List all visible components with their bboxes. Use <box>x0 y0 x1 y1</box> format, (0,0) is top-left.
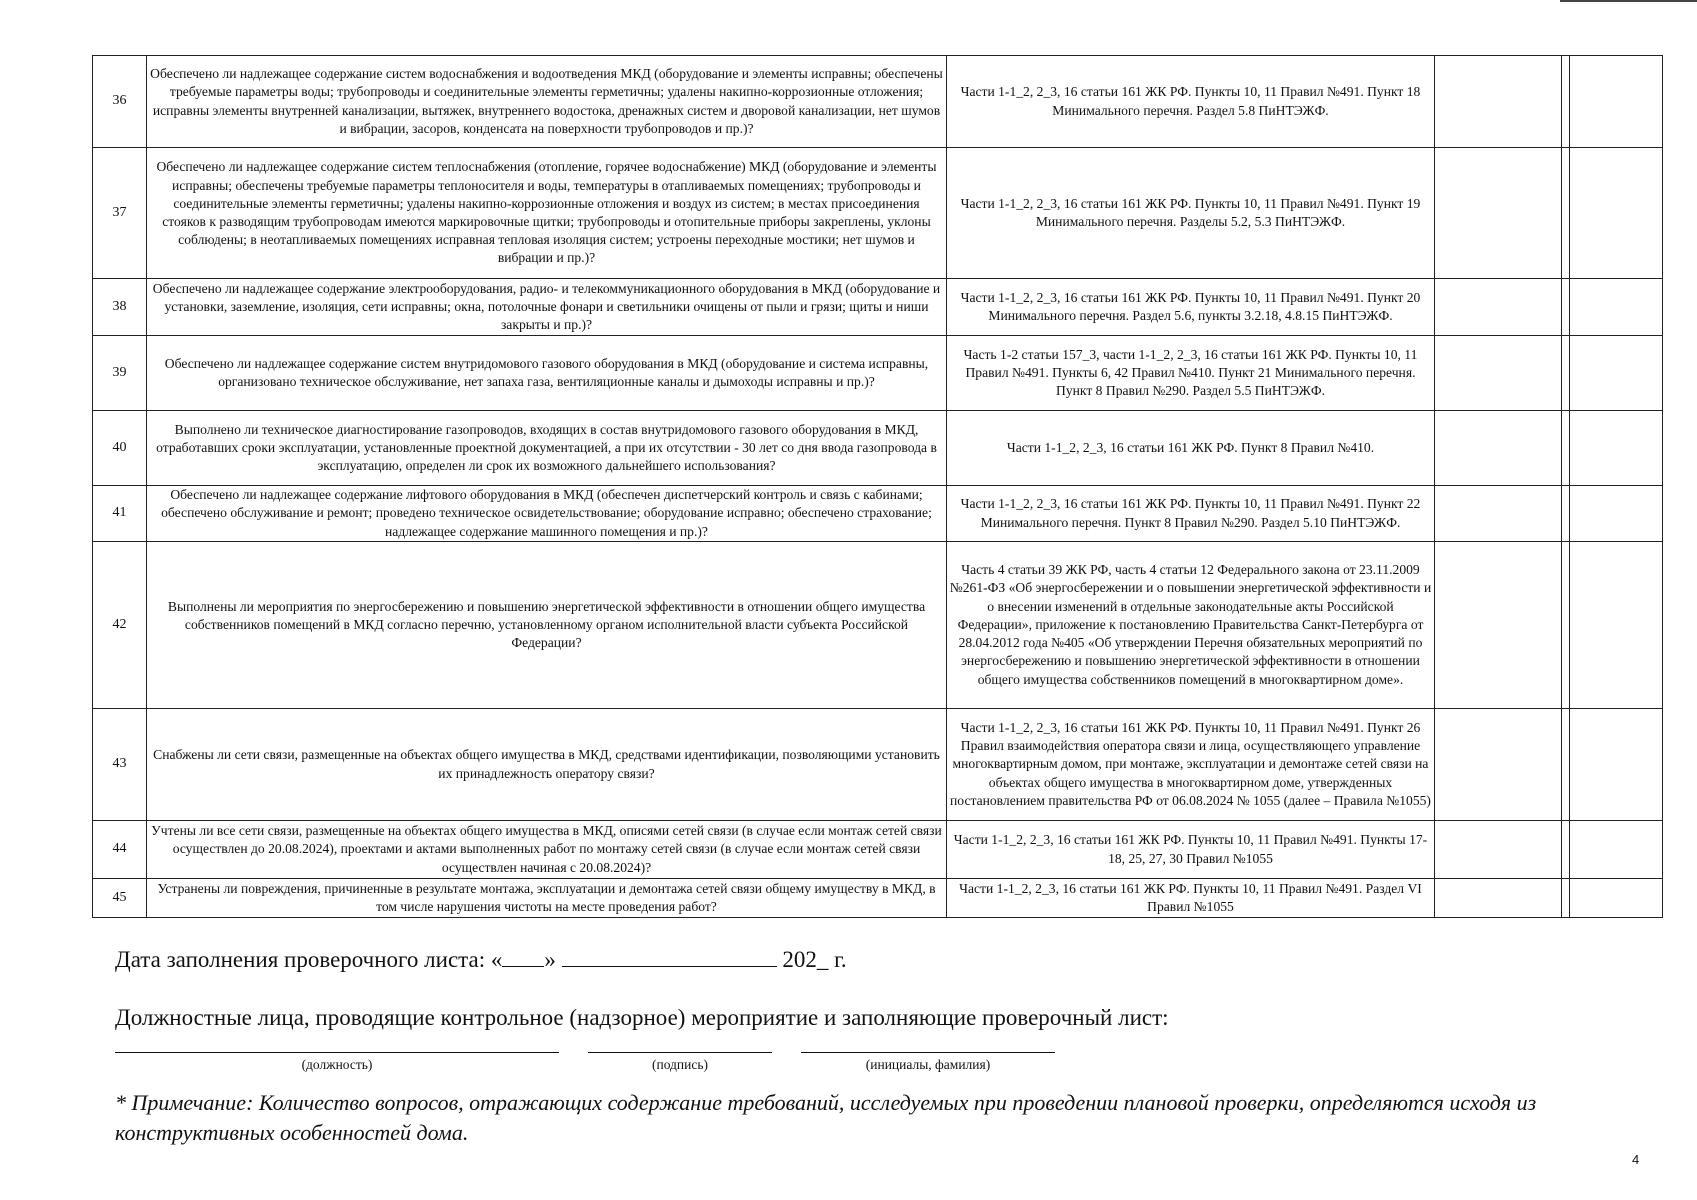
fill-date-quote: » <box>544 947 556 972</box>
table-row <box>93 56 1663 148</box>
narrow-cell <box>1562 336 1570 411</box>
question-cell: Обеспечено ли надлежащее содержание систем водоснабжения и водоотведения МКД (оборудование и элементы исправны; обеспечены требуемые параметры воды; трубопроводы и соединительные элементы герметичны; удалены накипно-коррозионные отложения; исправны элементы внутренней канализации, вытяжек, внутреннего водостока, дренажных систем и дворовой канализации, нет шумов и вибрации, засоров, конденсата на поверхности трубопроводов и пр.)? <box>147 56 947 148</box>
requirements-cell: Часть 1-2 статьи 157_3, части 1-1_2, 2_3, 16 статьи 161 ЖК РФ. Пункты 10, 11 Правил №491. Пункты 6, 42 Правил №410. Пункт 21 Минимального перечня. Пункт 8 Правил №290. Раздел 5.5 ПиНТЭЖФ. <box>947 336 1435 411</box>
question-cell: Обеспечено ли надлежащее содержание систем теплоснабжения (отопление, горячее водоснабжение) МКД (оборудование и элементы исправны; обеспечены требуемые параметры теплоносителя и воды, температуры в отапливаемых помещениях; трубопроводы и соединительные элементы герметичны; удалены накипно-коррозионные отложения и воздух из систем; в местах присоединения стояков к разводящим трубопроводам имеются маркировочные щитки; трубопроводы и отопительные приборы закреплены, уклоны соблюдены; в неотапливаемых помещениях исправная тепловая изоляция систем; устроены переходные мостики; нет шумов и вибрации и пр.)? <box>147 148 947 279</box>
position-signature-line[interactable] <box>115 1052 559 1053</box>
date-day-blank[interactable] <box>502 946 544 967</box>
note-cell[interactable] <box>1570 879 1663 918</box>
row-number: 44 <box>93 821 147 879</box>
requirements-cell: Части 1-1_2, 2_3, 16 статьи 161 ЖК РФ. Пункт 8 Правил №410. <box>947 411 1435 486</box>
table-row <box>93 279 1663 336</box>
footnote: * Примечание: Количество вопросов, отражающих содержание требований, исследуемых при проведении плановой проверки, определяются исходя из конструктивных особенностей дома. <box>115 1090 1537 1145</box>
table-row <box>93 709 1663 821</box>
top-edge-mark <box>1560 0 1697 2</box>
note-cell[interactable] <box>1570 336 1663 411</box>
question-cell: Обеспечено ли надлежащее содержание систем внутридомового газового оборудования в МКД (оборудование и система исправны, организовано техническое обслуживание, нет запаха газа, вентиляционные каналы и дымоходы исправны и пр.)? <box>147 336 947 411</box>
question-cell: Выполнены ли мероприятия по энергосбережению и повышению энергетической эффективности в отношении общего имущества собственников помещений в МКД согласно перечню, установленному органом исполнительной власти субъекта Российской Федерации? <box>147 542 947 709</box>
note-cell[interactable] <box>1570 56 1663 148</box>
answer-cell[interactable] <box>1435 336 1562 411</box>
question-cell: Выполнено ли техническое диагностирование газопроводов, входящих в состав внутридомового газового оборудования в МКД, отработавших сроки эксплуатации, установленные проектной документацией, а при их отсутствии - 30 лет со дня ввода газопровода в эксплуатацию, определен ли срок их возможного дальнейшего использования? <box>147 411 947 486</box>
answer-cell[interactable] <box>1435 411 1562 486</box>
narrow-cell <box>1562 279 1570 336</box>
row-number: 36 <box>93 56 147 148</box>
table-row <box>93 486 1663 542</box>
answer-cell[interactable] <box>1435 879 1562 918</box>
question-cell: Обеспечено ли надлежащее содержание электрооборудования, радио- и телекоммуникационного оборудования в МКД (оборудование и установки, заземление, изоляция, сети исправны; окна, потолочные фонари и светильники очищены от пыли и грязи; щиты и ниши закрыты и пр.)? <box>147 279 947 336</box>
narrow-cell <box>1562 821 1570 879</box>
requirements-cell: Части 1-1_2, 2_3, 16 статьи 161 ЖК РФ. Пункты 10, 11 Правил №491. Раздел VI Правил №1055 <box>947 879 1435 918</box>
question-cell: Устранены ли повреждения, причиненные в результате монтажа, эксплуатации и демонтажа сетей связи общему имуществу в МКД, в том числе нарушения чистоты на месте проведения работ? <box>147 879 947 918</box>
checklist-table <box>92 55 1663 918</box>
name-label: (инициалы, фамилия) <box>865 1057 991 1072</box>
narrow-cell <box>1562 56 1570 148</box>
table-row <box>93 411 1663 486</box>
answer-cell[interactable] <box>1435 709 1562 821</box>
narrow-cell <box>1562 411 1570 486</box>
question-cell: Обеспечено ли надлежащее содержание лифтового оборудования в МКД (обеспечен диспетчерский контроль и связь с кабинами; обеспечено обслуживание и ремонт; проведено техническое освидетельствование; оборудование исправно; обеспечено страхование; надлежащее содержание машинного помещения и пр.)? <box>147 486 947 542</box>
page-number: 4 <box>1632 1152 1640 1167</box>
narrow-cell <box>1562 709 1570 821</box>
table-row <box>93 148 1663 279</box>
narrow-cell <box>1562 879 1570 918</box>
name-signature-line[interactable] <box>801 1052 1055 1053</box>
table-row <box>93 821 1663 879</box>
answer-cell[interactable] <box>1435 486 1562 542</box>
note-cell[interactable] <box>1570 148 1663 279</box>
narrow-cell <box>1562 542 1570 709</box>
question-cell: Снабжены ли сети связи, размещенные на объектах общего имущества в МКД, средствами идентификации, позволяющими установить их принадлежность оператору связи? <box>147 709 947 821</box>
row-number: 41 <box>93 486 147 542</box>
note-cell[interactable] <box>1570 542 1663 709</box>
question-cell: Учтены ли все сети связи, размещенные на объектах общего имущества в МКД, описями сетей связи (в случае если монтаж сетей связи осуществлен до 20.08.2024), проектами и актами выполненных работ по монтажу сетей связи (в случае если монтаж сетей связи осуществлен начиная с 20.08.2024)? <box>147 821 947 879</box>
table-row <box>93 879 1663 918</box>
note-cell[interactable] <box>1570 486 1663 542</box>
note-cell[interactable] <box>1570 821 1663 879</box>
answer-cell[interactable] <box>1435 542 1562 709</box>
row-number: 40 <box>93 411 147 486</box>
date-month-blank[interactable] <box>562 946 777 967</box>
requirements-cell: Части 1-1_2, 2_3, 16 статьи 161 ЖК РФ. Пункты 10, 11 Правил №491. Пункт 26 Правил взаимодействия оператора связи и лица, осуществляющего управление многоквартирным домом, при монтаже, эксплуатации и демонтаже сетей связи на объектах общего имущества в многоквартирном доме, утвержденных постановлением правительства РФ от 06.08.2024 № 1055 (далее – Правила №1055) <box>947 709 1435 821</box>
row-number: 38 <box>93 279 147 336</box>
note-cell[interactable] <box>1570 279 1663 336</box>
position-label: (должность) <box>301 1057 373 1072</box>
narrow-cell <box>1562 148 1570 279</box>
requirements-cell: Части 1-1_2, 2_3, 16 статьи 161 ЖК РФ. Пункты 10, 11 Правил №491. Пункт 18 Минимального перечня. Раздел 5.8 ПиНТЭЖФ. <box>947 56 1435 148</box>
table-row <box>93 336 1663 411</box>
answer-cell[interactable] <box>1435 279 1562 336</box>
requirements-cell: Части 1-1_2, 2_3, 16 статьи 161 ЖК РФ. Пункты 10, 11 Правил №491. Пункт 22 Минимального перечня. Пункт 8 Правил №290. Раздел 5.10 ПиНТЭЖФ. <box>947 486 1435 542</box>
note-cell[interactable] <box>1570 709 1663 821</box>
row-number: 45 <box>93 879 147 918</box>
officials-heading: Должностные лица, проводящие контрольное (надзорное) мероприятие и заполняющие проверочный лист: <box>115 1005 1169 1030</box>
row-number: 39 <box>93 336 147 411</box>
signature-label: (подпись) <box>651 1057 709 1072</box>
narrow-cell <box>1562 486 1570 542</box>
answer-cell[interactable] <box>1435 821 1562 879</box>
answer-cell[interactable] <box>1435 56 1562 148</box>
row-number: 42 <box>93 542 147 709</box>
table-row <box>93 542 1663 709</box>
fill-date-line <box>115 946 847 973</box>
row-number: 43 <box>93 709 147 821</box>
fill-date-year: 202_ г. <box>782 947 847 972</box>
answer-cell[interactable] <box>1435 148 1562 279</box>
requirements-cell: Части 1-1_2, 2_3, 16 статьи 161 ЖК РФ. Пункты 10, 11 Правил №491. Пункты 17-18, 25, 27, 30 Правил №1055 <box>947 821 1435 879</box>
requirements-cell: Части 1-1_2, 2_3, 16 статьи 161 ЖК РФ. Пункты 10, 11 Правил №491. Пункт 20 Минимального перечня. Раздел 5.6, пункты 3.2.18, 4.8.15 ПиНТЭЖФ. <box>947 279 1435 336</box>
fill-date-label: Дата заполнения проверочного листа: « <box>115 947 503 972</box>
requirements-cell: Части 1-1_2, 2_3, 16 статьи 161 ЖК РФ. Пункты 10, 11 Правил №491. Пункт 19 Минимального перечня. Разделы 5.2, 5.3 ПиНТЭЖФ. <box>947 148 1435 279</box>
signature-line[interactable] <box>588 1052 772 1053</box>
row-number: 37 <box>93 148 147 279</box>
note-cell[interactable] <box>1570 411 1663 486</box>
requirements-cell: Часть 4 статьи 39 ЖК РФ, часть 4 статьи 12 Федерального закона от 23.11.2009 №261-ФЗ «Об энергосбережении и о повышении энергетической эффективности и о внесении изменений в отдельные законодательные акты Российской Федерации», приложение к постановлению Правительства Санкт-Петербурга от 28.04.2012 года №405 «Об утверждении Перечня обязательных мероприятий по энергосбережению и повышению энергетической эффективности в отношении общего имущества собственников помещений в многоквартирном доме». <box>947 542 1435 709</box>
